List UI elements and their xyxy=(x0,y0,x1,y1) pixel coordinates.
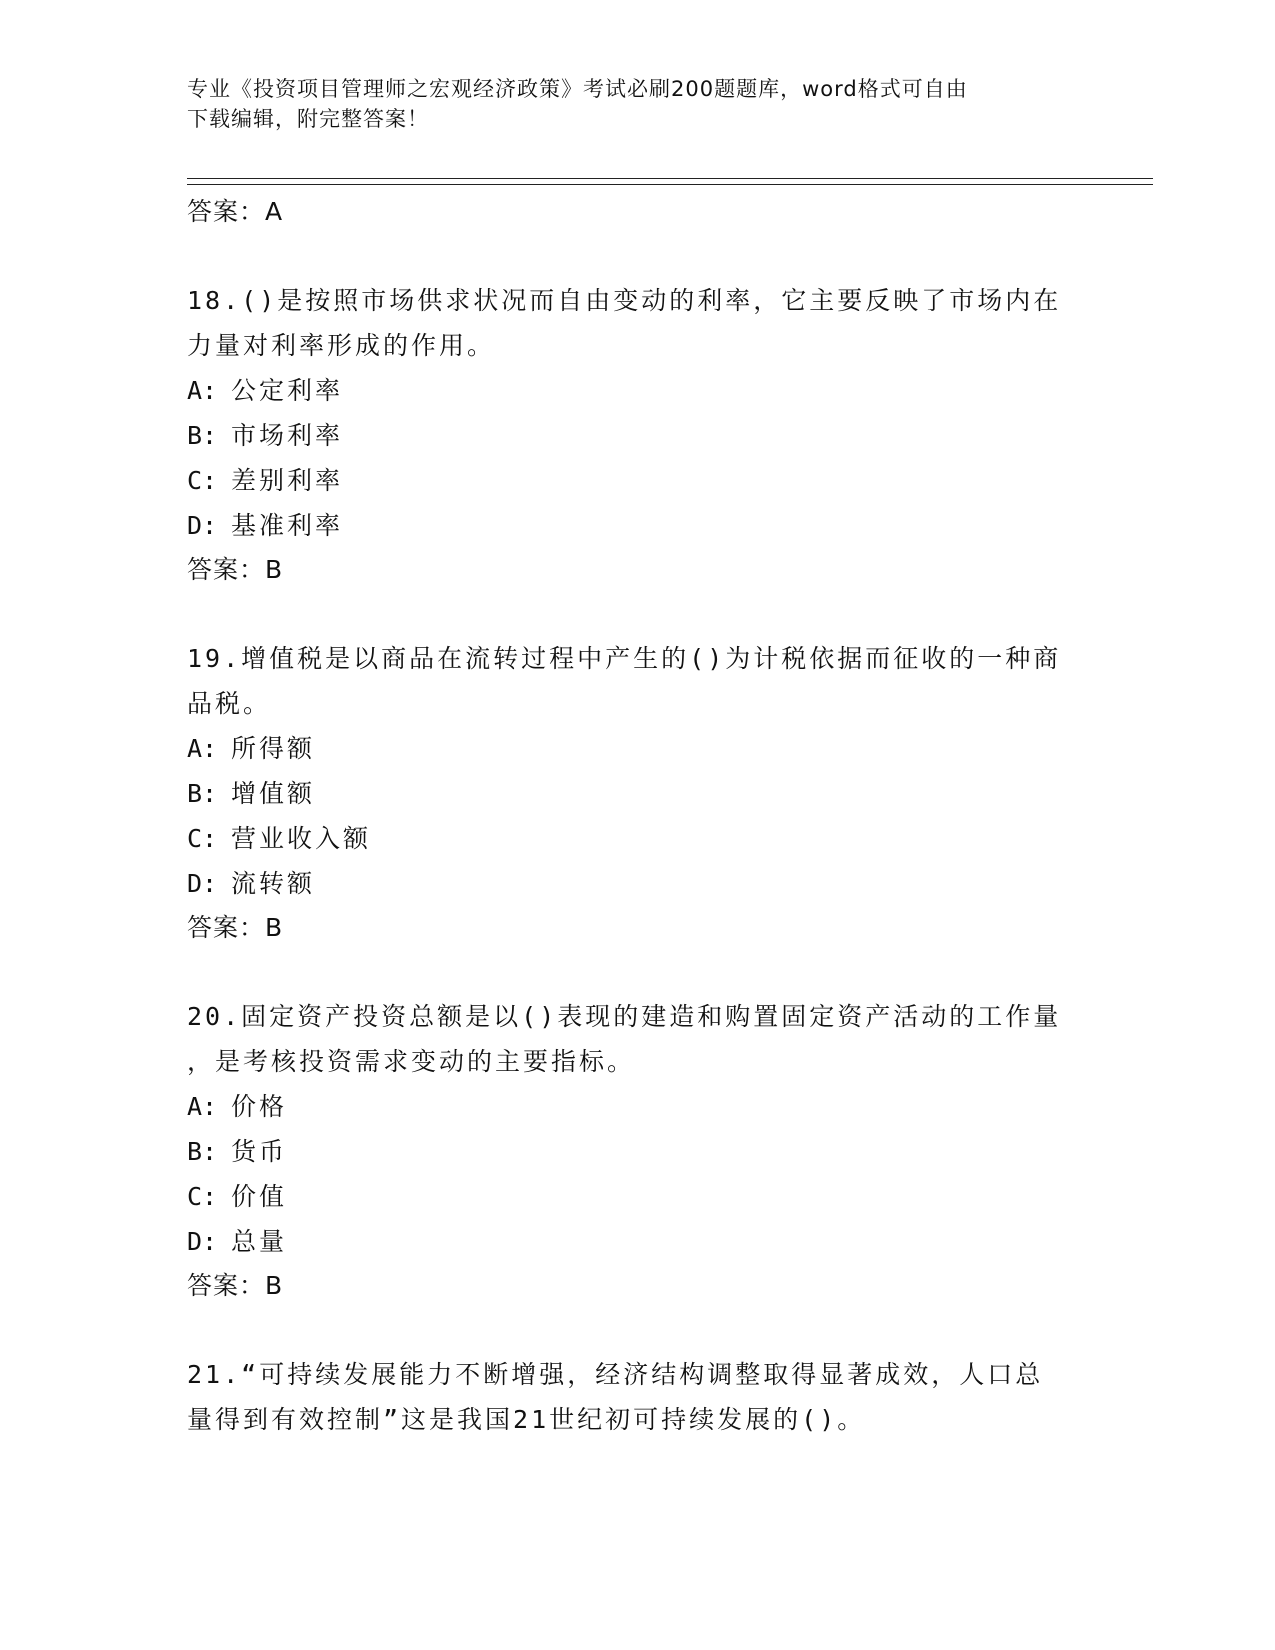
option-text: 基准利率 xyxy=(231,511,344,540)
question-stem-line: 19.增值税是以商品在流转过程中产生的()为计税依据而征收的一种商 xyxy=(187,644,1062,673)
option-text: 差别利率 xyxy=(231,466,344,495)
question-block xyxy=(187,994,1087,1308)
option-b xyxy=(187,1129,1087,1174)
option-text: 营业收入额 xyxy=(231,824,372,853)
answer-line: 答案：B xyxy=(187,555,284,584)
question-block xyxy=(187,278,1087,592)
question-stem-line: 21.“可持续发展能力不断增强，经济结构调整取得显著成效，人口总 xyxy=(187,1360,1044,1389)
question-stem-line: ，是考核投资需求变动的主要指标。 xyxy=(187,1047,636,1076)
option-a xyxy=(187,368,1087,413)
option-key: D: xyxy=(187,1227,218,1256)
header-divider-top xyxy=(187,178,1153,179)
header-line-1: 专业《投资项目管理师之宏观经济政策》考试必刷200题题库，word格式可自由 xyxy=(187,77,968,101)
option-text: 价格 xyxy=(231,1092,288,1121)
question-stem xyxy=(187,636,1077,726)
header-divider-bottom xyxy=(187,184,1153,185)
option-text: 市场利率 xyxy=(231,421,344,450)
option-a xyxy=(187,1084,1087,1129)
option-d xyxy=(187,1219,1087,1264)
option-b xyxy=(187,413,1087,458)
question-stem-line: 20.固定资产投资总额是以()表现的建造和购置固定资产活动的工作量 xyxy=(187,1002,1062,1031)
option-text: 增值额 xyxy=(231,779,316,808)
question-stem-line: 18.()是按照市场供求状况而自由变动的利率，它主要反映了市场内在 xyxy=(187,286,1062,315)
option-c xyxy=(187,1174,1087,1219)
answer-line: 答案：B xyxy=(187,1271,284,1300)
option-key: A: xyxy=(187,734,218,763)
option-b xyxy=(187,771,1087,816)
document-header xyxy=(187,74,1067,134)
header-line-2: 下载编辑，附完整答案！ xyxy=(187,107,429,131)
question-stem xyxy=(187,1352,1077,1442)
option-text: 所得额 xyxy=(231,734,316,763)
question-stem-line: 品税。 xyxy=(187,689,272,718)
option-key: C: xyxy=(187,466,218,495)
option-key: B: xyxy=(187,1137,218,1166)
option-key: D: xyxy=(187,869,218,898)
option-key: D: xyxy=(187,511,218,540)
option-key: A: xyxy=(187,376,218,405)
option-text: 流转额 xyxy=(231,869,316,898)
question-block xyxy=(187,636,1087,950)
question-block xyxy=(187,1352,1087,1442)
answer-line: 答案：A xyxy=(187,197,284,226)
option-d xyxy=(187,861,1087,906)
answer-line: 答案：B xyxy=(187,913,284,942)
option-key: A: xyxy=(187,1092,218,1121)
question-stem-line: 量得到有效控制”这是我国21世纪初可持续发展的()。 xyxy=(187,1405,866,1434)
option-text: 价值 xyxy=(231,1182,288,1211)
question-stem xyxy=(187,994,1077,1084)
question-list xyxy=(187,190,1087,1442)
option-key: C: xyxy=(187,1182,218,1211)
question-stem xyxy=(187,278,1077,368)
option-d xyxy=(187,503,1087,548)
option-key: B: xyxy=(187,421,218,450)
option-key: C: xyxy=(187,824,218,853)
option-a xyxy=(187,726,1087,771)
option-text: 总量 xyxy=(231,1227,288,1256)
option-key: B: xyxy=(187,779,218,808)
question-stem-line: 力量对利率形成的作用。 xyxy=(187,331,496,360)
option-c xyxy=(187,816,1087,861)
option-text: 公定利率 xyxy=(231,376,344,405)
option-text: 货币 xyxy=(231,1137,288,1166)
option-c xyxy=(187,458,1087,503)
